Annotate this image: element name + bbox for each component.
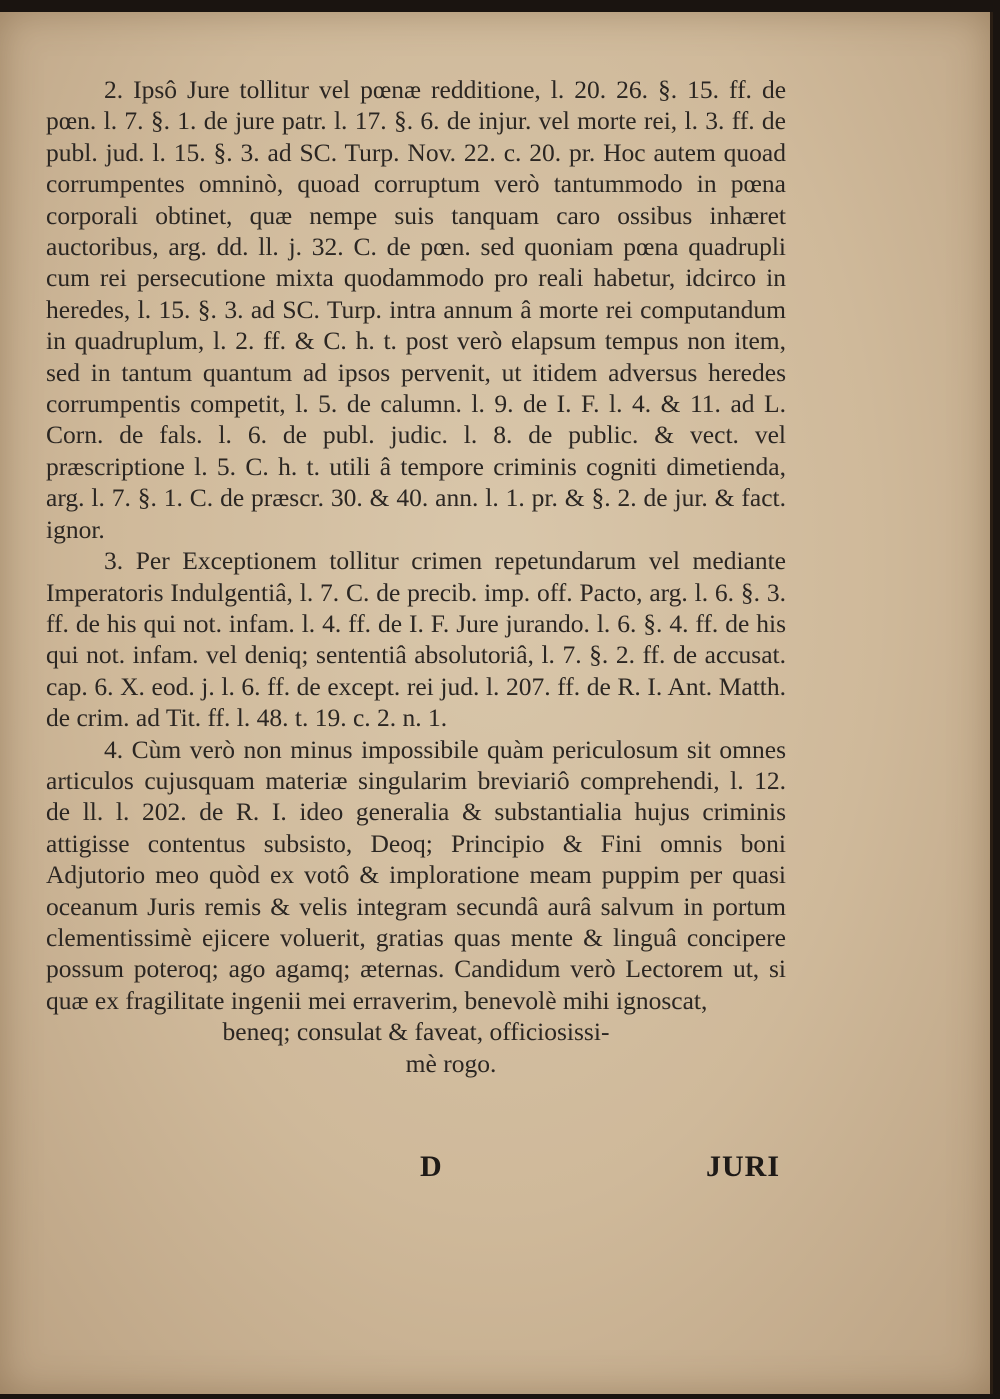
closing-lines bbox=[46, 1016, 786, 1079]
paragraph-body: Per Exceptionem tollitur crimen repetundarum vel mediante Imperatoris Indulgentiâ, l. 7. C. de precib. imp. off. Pacto, arg. l. 6. §. 3. ff. de his qui not. infam. l. 4. ff. de I. F. Jure jurando. l. 6. §. 4. ff. de his qui not. infam. vel deniq; sententiâ absolutoriâ, l. 7. §. 2. ff. de accusat. cap. 6. X. eod. j. l. 6. ff. de except. rei jud. l. 207. ff. de R. I. Ant. Matth. de crim. ad Tit. ff. l. 48. t. 19. c. 2. n. 1. bbox=[46, 546, 786, 733]
paragraph-body: Cùm verò non minus impossibile quàm periculosum sit omnes articulos cujusquam materiæ singularim breviariô comprehendi, l. 12. de ll. l. 202. de R. I. ideo generalia & substantialia hujus criminis attigisse contentus subsisto, Deoq; Principio & Fini omnis boni Adjutorio meo quòd ex votô & imploratione meam puppim per quasi oceanum Juris remis & velis integram secundâ aurâ salvum in portum clementissimè ejicere voluerit, gratias quas mente & linguâ concipere possum poteroq; ago agamq; æternas. Candidum verò Lectorem ut, si quæ ex fragilitate ingenii mei erraverim, benevolè mihi ignoscat, bbox=[46, 734, 787, 1015]
signature-mark: D bbox=[420, 1150, 442, 1183]
paragraph-number: 3. bbox=[104, 546, 124, 576]
page-text bbox=[46, 74, 786, 1079]
closing-line-2: mè rogo. bbox=[405, 1048, 497, 1078]
paragraph-number: 4. bbox=[104, 734, 124, 764]
paragraph-4 bbox=[46, 734, 786, 1017]
closing-line-1: beneq; consulat & faveat, officiosissi- bbox=[222, 1017, 610, 1047]
paragraph-2 bbox=[46, 74, 786, 545]
paragraph-body: Ipsô Jure tollitur vel pœnæ redditione, l. 20. 26. §. 15. ff. de pœn. l. 7. §. 1. de jure patr. l. 17. §. 6. de injur. vel morte rei, l. 3. ff. de publ. jud. l. 15. §. 3. ad SC. Turp. Nov. 22. c. 20. pr. Hoc autem quoad corrumpentes omninò, quoad corruptum verò tantummodo in pœna corporali obtinet, quæ nempe suis tanquam caro ossibus inhæret auctoribus, arg. dd. ll. j. 32. C. de pœn. sed quoniam pœna quadrupli cum rei persecutione mixta quodammodo pro reali habetur, idcirco in heredes, l. 15. §. 3. ad SC. Turp. intra annum â morte rei computandum in quadruplum, l. 2. ff. & C. h. t. post verò elapsum tempus non item, sed in tantum quantum ad ipsos pervenit, ut itidem adversus heredes corrumpentis competit, l. 5. de calumn. l. 9. de I. F. l. 4. & 11. ad L. Corn. de fals. l. 6. de publ. judic. l. 8. de public. & vect. vel præscriptione l. 5. C. h. t. utili â tempore criminis cogniti dimetienda, arg. l. 7. §. 1. C. de præscr. 30. & 40. ann. l. 1. pr. & §. 2. de jur. & fact. ignor. bbox=[46, 75, 787, 544]
paragraph-number: 2. bbox=[104, 75, 124, 104]
paragraph-3 bbox=[46, 545, 786, 733]
book-page bbox=[0, 12, 993, 1394]
catchword: JURI bbox=[706, 1150, 781, 1183]
